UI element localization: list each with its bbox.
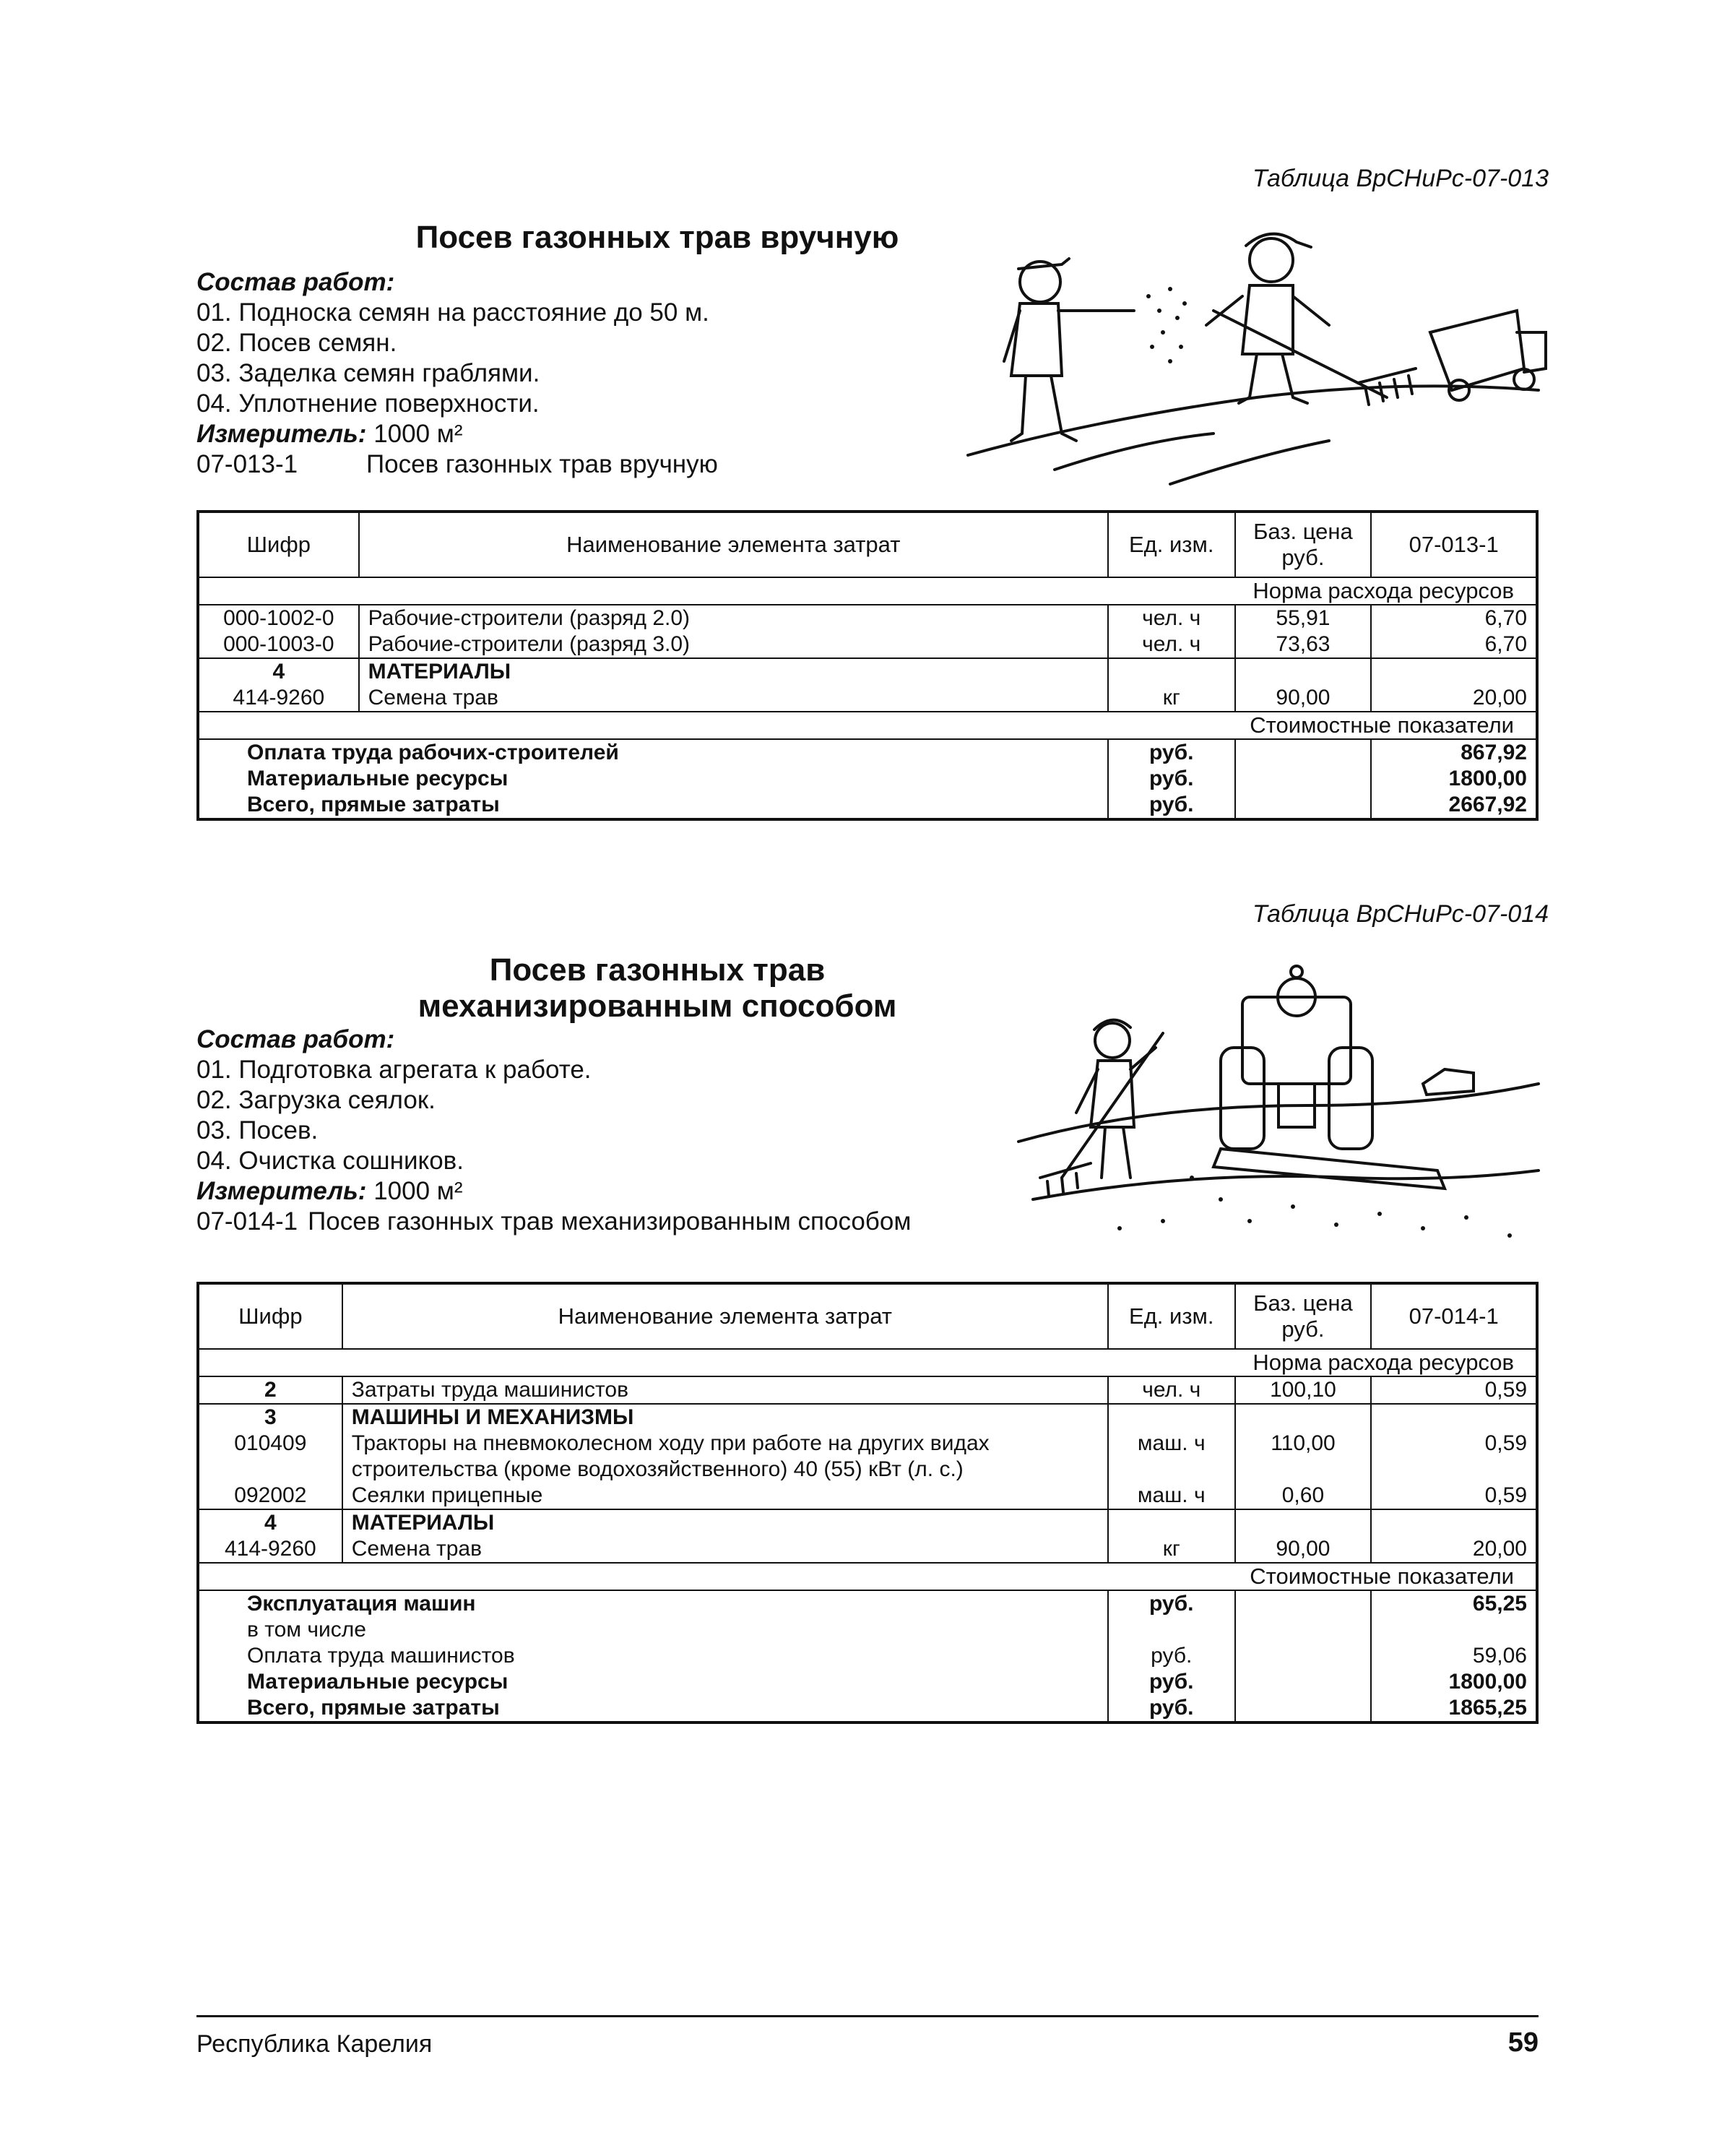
cell-code: 4: [198, 1509, 342, 1536]
work-step: 01. Подготовка агрегата к работе.: [196, 1056, 592, 1084]
table-row: [198, 1509, 1537, 1536]
table-row: [198, 1431, 1537, 1483]
cell-value: [1371, 1404, 1537, 1431]
summary-unit: руб.: [1108, 792, 1235, 819]
summary-name: Материальные ресурсы: [198, 1669, 1108, 1695]
section-title-line: Посев газонных трав: [489, 952, 826, 988]
cell-name: МАТЕРИАЛЫ: [359, 658, 1108, 685]
cell-name: Семена трав: [342, 1536, 1108, 1563]
cell-code: 414-9260: [198, 1536, 342, 1563]
work-composition: [196, 1025, 911, 1237]
summary-row: [198, 1617, 1537, 1643]
summary-price: [1235, 1669, 1372, 1695]
summary-price: [1235, 739, 1372, 766]
summary-unit: руб.: [1108, 1590, 1235, 1617]
cell-name: Тракторы на пневмоколесном ходу при работе на других видах строительства (кроме водохозяйственного) 40 (55) кВт (л. с.): [342, 1431, 1108, 1483]
section-title: [195, 952, 1120, 1025]
cell-price: 0,60: [1235, 1483, 1372, 1509]
header-name: Наименование элемента затрат: [359, 512, 1108, 577]
header-price: Баз. цена руб.: [1235, 1283, 1372, 1349]
summary-value: 59,06: [1371, 1643, 1537, 1669]
summary-value: 1800,00: [1371, 1669, 1537, 1695]
table-row: [198, 605, 1537, 631]
summary-price: [1235, 1617, 1372, 1643]
work-composition: [196, 267, 718, 480]
band-row: [198, 712, 1537, 739]
cell-price: 73,63: [1235, 631, 1372, 658]
cell-name: Семена трав: [359, 685, 1108, 712]
cell-price: [1235, 1509, 1372, 1536]
cell-name: Сеялки прицепные: [342, 1483, 1108, 1509]
summary-name: Всего, прямые затраты: [198, 792, 1108, 819]
summary-value: 2667,92: [1371, 792, 1537, 819]
band-row: [198, 577, 1537, 605]
table-row: [198, 1404, 1537, 1431]
section-title-line: Посев газонных трав вручную: [415, 220, 899, 255]
summary-row: [198, 739, 1537, 766]
summary-price: [1235, 766, 1372, 792]
cell-price: 55,91: [1235, 605, 1372, 631]
summary-value: 65,25: [1371, 1590, 1537, 1617]
cell-value: 6,70: [1371, 631, 1537, 658]
cell-price: [1235, 658, 1372, 685]
summary-row: [198, 1669, 1537, 1695]
cell-name: Затраты труда машинистов: [342, 1376, 1108, 1404]
header-norm-code: 07-013-1: [1371, 512, 1537, 577]
norms-table: [196, 1282, 1539, 1724]
summary-row: [198, 1590, 1537, 1617]
table-header-row: [198, 512, 1537, 577]
cell-value: [1371, 1509, 1537, 1536]
cell-price: 100,10: [1235, 1376, 1372, 1404]
cell-value: 0,59: [1371, 1431, 1537, 1483]
cell-unit: [1108, 1404, 1235, 1431]
footer-region: Республика Карелия: [196, 2030, 433, 2058]
workers-sowing-illustration: [953, 224, 1553, 499]
page-number: 59: [1507, 2027, 1539, 2058]
tractor-sowing-illustration: [1004, 939, 1553, 1257]
work-step: 03. Посев.: [196, 1116, 319, 1144]
cell-name: МАТЕРИАЛЫ: [342, 1509, 1108, 1536]
summary-unit: руб.: [1108, 1695, 1235, 1722]
cell-unit: чел. ч: [1108, 631, 1235, 658]
summary-value: 867,92: [1371, 739, 1537, 766]
summary-value: 1865,25: [1371, 1695, 1537, 1722]
measure-value: 1000 м²: [373, 420, 463, 448]
summary-name: Эксплуатация машин: [198, 1590, 1108, 1617]
cell-code: 2: [198, 1376, 342, 1404]
cell-price: 110,00: [1235, 1431, 1372, 1483]
header-name: Наименование элемента затрат: [342, 1283, 1108, 1349]
header-price: Баз. цена руб.: [1235, 512, 1372, 577]
cell-code: 414-9260: [198, 685, 359, 712]
table-row: [198, 1536, 1537, 1563]
summary-row: [198, 1695, 1537, 1722]
cell-unit: кг: [1108, 685, 1235, 712]
cell-value: [1371, 658, 1537, 685]
summary-unit: руб.: [1108, 1643, 1235, 1669]
summary-name: Оплата труда рабочих-строителей: [198, 739, 1108, 766]
header-code: Шифр: [198, 512, 359, 577]
summary-row: [198, 1643, 1537, 1669]
measure-label: Измеритель:: [196, 420, 367, 448]
composition-label: Состав работ:: [196, 1025, 395, 1053]
work-step: 04. Уплотнение поверхности.: [196, 389, 540, 418]
cell-unit: [1108, 1509, 1235, 1536]
summary-price: [1235, 792, 1372, 819]
section-title-line: механизированным способом: [417, 988, 897, 1024]
table-label: Таблица ВрСНиРс-07-014: [1252, 900, 1549, 928]
cell-unit: маш. ч: [1108, 1483, 1235, 1509]
summary-row: [198, 766, 1537, 792]
band-norm: Норма расхода ресурсов: [198, 577, 1537, 605]
summary-price: [1235, 1695, 1372, 1722]
cell-price: 90,00: [1235, 1536, 1372, 1563]
item-name: Посев газонных трав механизированным способом: [308, 1207, 912, 1236]
table-row: [198, 658, 1537, 685]
cell-value: 0,59: [1371, 1483, 1537, 1509]
cell-value: 20,00: [1371, 1536, 1537, 1563]
summary-name: Материальные ресурсы: [198, 766, 1108, 792]
cell-code: 3: [198, 1404, 342, 1431]
cell-price: 90,00: [1235, 685, 1372, 712]
summary-unit: руб.: [1108, 766, 1235, 792]
cell-price: [1235, 1404, 1372, 1431]
header-norm-code: 07-014-1: [1371, 1283, 1537, 1349]
summary-value: [1371, 1617, 1537, 1643]
band-cost: Стоимостные показатели: [198, 712, 1537, 739]
cell-name: Рабочие-строители (разряд 3.0): [359, 631, 1108, 658]
cell-code: 010409: [198, 1431, 342, 1483]
measure-label: Измеритель:: [196, 1177, 367, 1205]
cell-value: 6,70: [1371, 605, 1537, 631]
item-code: 07-014-1: [196, 1207, 298, 1236]
summary-name: Всего, прямые затраты: [198, 1695, 1108, 1722]
work-step: 02. Посев семян.: [196, 329, 397, 357]
measure-line: [196, 1176, 911, 1207]
cell-code: 000-1003-0: [198, 631, 359, 658]
table-header-row: [198, 1283, 1537, 1349]
band-row: [198, 1349, 1537, 1376]
work-step: 03. Заделка семян граблями.: [196, 359, 540, 387]
item-name: Посев газонных трав вручную: [366, 450, 718, 478]
item-line: [196, 449, 718, 480]
measure-line: [196, 419, 718, 449]
table-row: [198, 1483, 1537, 1509]
table-row: [198, 1376, 1537, 1404]
band-cost: Стоимостные показатели: [198, 1563, 1537, 1590]
composition-label: Состав работ:: [196, 268, 395, 296]
item-code: 07-013-1: [196, 450, 298, 478]
cell-unit: маш. ч: [1108, 1431, 1235, 1483]
summary-price: [1235, 1643, 1372, 1669]
work-step: 01. Подноска семян на расстояние до 50 м.: [196, 298, 709, 327]
cell-unit: [1108, 658, 1235, 685]
cell-value: 20,00: [1371, 685, 1537, 712]
work-step: 04. Очистка сошников.: [196, 1147, 464, 1175]
summary-unit: руб.: [1108, 1669, 1235, 1695]
work-step: 02. Загрузка сеялок.: [196, 1086, 436, 1114]
table-label: Таблица ВрСНиРс-07-013: [1252, 165, 1549, 192]
cell-code: 092002: [198, 1483, 342, 1509]
table-row: [198, 685, 1537, 712]
summary-price: [1235, 1590, 1372, 1617]
header-unit: Ед. изм.: [1108, 512, 1235, 577]
header-code: Шифр: [198, 1283, 342, 1349]
cell-name: Рабочие-строители (разряд 2.0): [359, 605, 1108, 631]
summary-unit: руб.: [1108, 739, 1235, 766]
item-line: [196, 1207, 911, 1237]
norms-table: [196, 510, 1539, 821]
summary-row: [198, 792, 1537, 819]
cell-value: 0,59: [1371, 1376, 1537, 1404]
cell-name: МАШИНЫ И МЕХАНИЗМЫ: [342, 1404, 1108, 1431]
cell-unit: чел. ч: [1108, 605, 1235, 631]
table-row: [198, 631, 1537, 658]
band-row: [198, 1563, 1537, 1590]
summary-name: в том числе: [198, 1617, 1108, 1643]
cell-code: 4: [198, 658, 359, 685]
cell-code: 000-1002-0: [198, 605, 359, 631]
cell-unit: чел. ч: [1108, 1376, 1235, 1404]
footer-rule: [196, 2015, 1539, 2017]
summary-unit: [1108, 1617, 1235, 1643]
header-unit: Ед. изм.: [1108, 1283, 1235, 1349]
cell-unit: кг: [1108, 1536, 1235, 1563]
measure-value: 1000 м²: [373, 1177, 463, 1205]
band-norm: Норма расхода ресурсов: [198, 1349, 1537, 1376]
summary-value: 1800,00: [1371, 766, 1537, 792]
summary-name: Оплата труда машинистов: [198, 1643, 1108, 1669]
